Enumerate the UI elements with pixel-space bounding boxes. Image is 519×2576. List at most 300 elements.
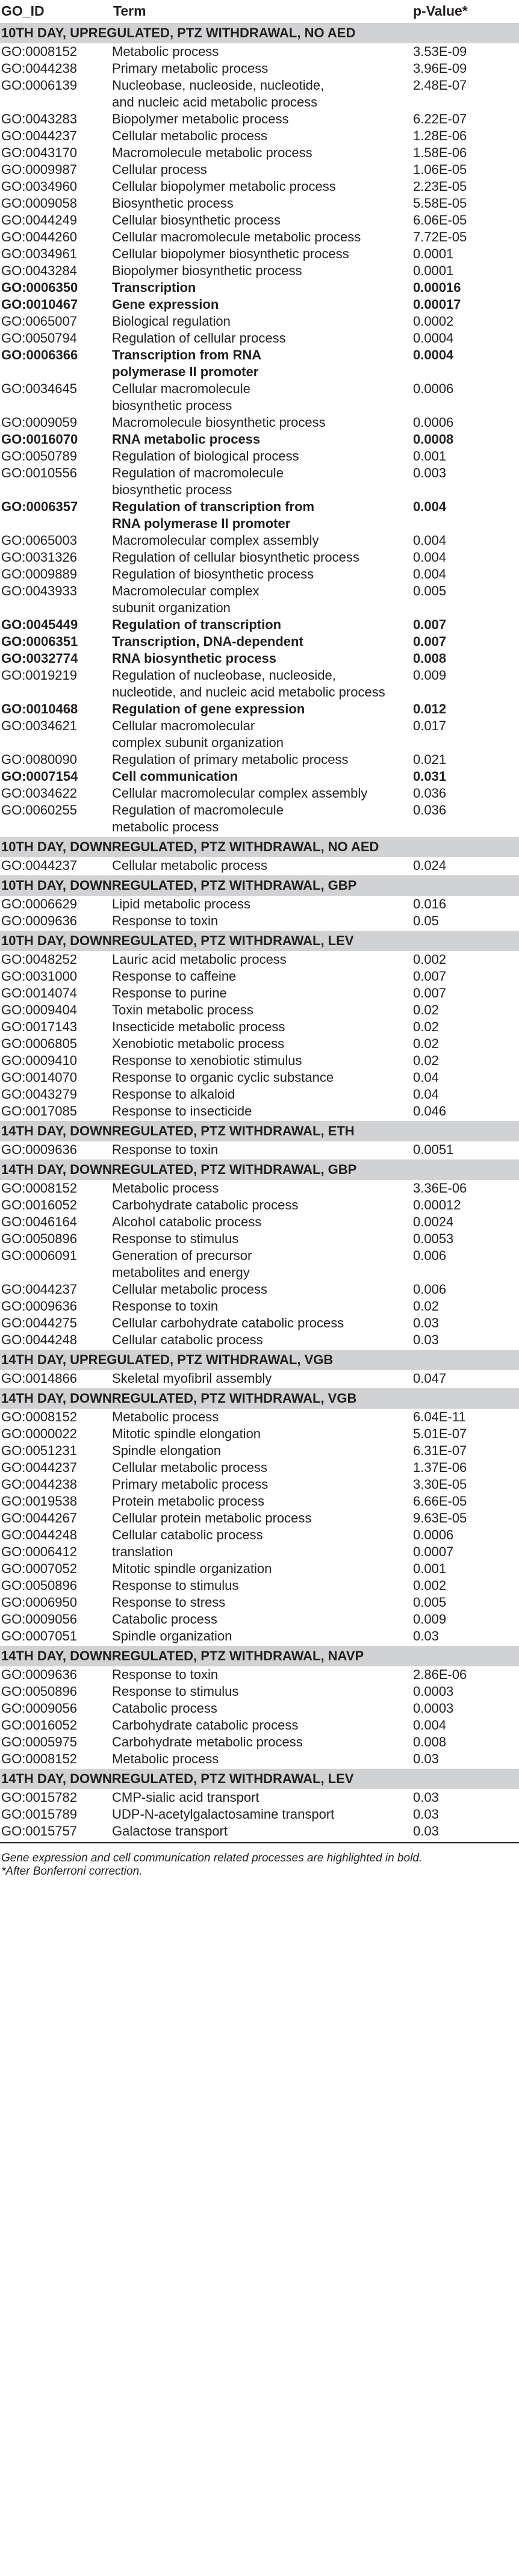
term-line: UDP-N-acetylgalactosamine transport [112, 1807, 335, 1822]
term-line: Lipid metabolic process [112, 896, 250, 911]
go-id-cell: GO:0019538 [1, 1494, 77, 1509]
p-value-cell: 0.004 [413, 533, 447, 548]
term-line: Cellular process [112, 162, 207, 177]
term-line: Cellular metabolic process [112, 1460, 267, 1475]
go-id-cell: GO:0050794 [1, 331, 77, 346]
term-cell [112, 1281, 407, 1298]
term-line: Metabolic process [112, 1409, 219, 1424]
go-id-cell: GO:0017085 [1, 1103, 77, 1119]
p-value-cell: 9.63E-05 [413, 1510, 467, 1525]
term-cell [112, 1577, 407, 1594]
term-cell [112, 229, 407, 246]
term-cell [112, 566, 407, 583]
go-id-cell: GO:0050789 [1, 448, 77, 464]
term-line: Cellular catabolic process [112, 1332, 263, 1347]
go-id-cell: GO:0016052 [1, 1718, 77, 1733]
term-cell [112, 1666, 407, 1683]
go-id-cell: GO:0007154 [1, 769, 78, 784]
term-cell [112, 465, 407, 498]
go-id-cell: GO:0005975 [1, 1734, 77, 1749]
p-value-cell: 1.58E-06 [413, 145, 467, 160]
p-value-cell: 6.06E-05 [413, 213, 467, 228]
group-title: 14TH DAY, DOWNREGULATED, PTZ WITHDRAWAL, NAVP [0, 1645, 519, 1666]
p-value-cell: 0.0001 [413, 246, 454, 261]
group-header-row [0, 1645, 519, 1666]
term-line: translation [112, 1544, 173, 1559]
term-cell [112, 802, 407, 836]
term-cell [112, 1806, 407, 1823]
term-cell [112, 1789, 407, 1806]
table-row [0, 549, 519, 566]
term-line: Response to stress [112, 1595, 226, 1610]
term-line: Response to toxin [112, 1299, 219, 1314]
go-id-cell: GO:0043170 [1, 145, 77, 160]
term-line: Response to purine [112, 985, 227, 1001]
p-value-cell: 0.03 [413, 1332, 439, 1347]
p-value-cell: 0.0051 [413, 1142, 454, 1157]
p-value-cell: 0.006 [413, 1282, 447, 1297]
p-value-cell: 0.03 [413, 1628, 439, 1643]
go-id-cell: GO:0009636 [1, 1667, 77, 1682]
table-row [0, 465, 519, 498]
term-cell [112, 768, 407, 785]
go-id-cell: GO:0009889 [1, 566, 77, 582]
term-line: RNA biosynthetic process [112, 651, 277, 666]
term-cell [112, 1527, 407, 1544]
column-header-term: Term [113, 2, 146, 19]
go-id-cell: GO:0043283 [1, 111, 77, 126]
table-row [0, 448, 519, 465]
term-cell [112, 111, 407, 128]
table-row [0, 1315, 519, 1332]
term-line: Biological regulation [112, 314, 231, 329]
term-line: Biosynthetic process [112, 196, 234, 211]
term-cell [112, 583, 407, 616]
p-value-cell: 0.016 [413, 896, 447, 911]
go-id-cell: GO:0008152 [1, 1409, 77, 1424]
term-line: Regulation of macromolecule [112, 802, 284, 818]
table-row [0, 633, 519, 650]
p-value-cell: 0.004 [413, 1718, 447, 1733]
term-line: Cell communication [112, 769, 238, 784]
group-header-row [0, 1388, 519, 1409]
p-value-cell: 3.53E-09 [413, 44, 467, 59]
term-line: Transcription from RNA [112, 347, 262, 362]
term-cell [112, 498, 407, 532]
table-row [0, 1231, 519, 1247]
term-line: Cellular protein metabolic process [112, 1510, 312, 1525]
table-row [0, 1298, 519, 1315]
table-row [0, 1510, 519, 1527]
p-value-cell: 0.005 [413, 1595, 447, 1610]
term-cell [112, 380, 407, 414]
group-title: 10TH DAY, DOWNREGULATED, PTZ WITHDRAWAL, GBP [0, 875, 519, 896]
table-row [0, 701, 519, 718]
term-line: Response to organic cyclic substance [112, 1070, 334, 1085]
p-value-cell: 0.003 [413, 465, 447, 480]
term-cell [112, 1700, 407, 1717]
term-line: Galactose transport [112, 1823, 228, 1839]
term-cell [112, 330, 407, 347]
term-cell [112, 896, 407, 913]
term-line: Regulation of primary metabolic process [112, 752, 349, 767]
go-id-cell: GO:0034961 [1, 246, 77, 261]
term-cell [112, 262, 407, 279]
p-value-cell: 0.002 [413, 952, 447, 967]
table-row [0, 802, 519, 836]
term-line: Regulation of transcription from [112, 499, 315, 514]
term-cell [112, 43, 407, 60]
p-value-cell: 0.0003 [413, 1701, 454, 1716]
table-row [0, 913, 519, 930]
term-cell [112, 1823, 407, 1840]
table-row [0, 1035, 519, 1052]
table-row [0, 1823, 519, 1840]
table-row [0, 1560, 519, 1577]
table-row [0, 1459, 519, 1476]
table-row [0, 985, 519, 1002]
term-line: Mitotic spindle organization [112, 1561, 272, 1576]
go-id-cell: GO:0006351 [1, 634, 78, 649]
p-value-cell: 7.72E-05 [413, 229, 467, 244]
go-id-cell: GO:0044248 [1, 1527, 77, 1542]
term-cell [112, 1298, 407, 1315]
table-row [0, 1426, 519, 1442]
term-line: Regulation of biosynthetic process [112, 566, 314, 582]
term-cell [112, 1103, 407, 1120]
go-id-cell: GO:0051231 [1, 1443, 77, 1458]
term-cell [112, 414, 407, 431]
p-value-cell: 0.007 [413, 617, 447, 632]
group-header-row [0, 875, 519, 896]
term-cell [112, 144, 407, 161]
table-row [0, 1141, 519, 1159]
go-id-cell: GO:0050896 [1, 1578, 77, 1593]
term-cell [112, 1683, 407, 1700]
term-cell [112, 667, 407, 701]
term-line: subunit organization [112, 600, 231, 615]
go-id-cell: GO:0008152 [1, 44, 77, 59]
table-row [0, 279, 519, 296]
term-line: metabolites and energy [112, 1265, 250, 1280]
go-id-cell: GO:0065007 [1, 314, 77, 329]
go-id-cell: GO:0006412 [1, 1544, 77, 1559]
term-line: Biopolymer metabolic process [112, 111, 289, 126]
group-header-row [0, 836, 519, 857]
p-value-cell: 1.06E-05 [413, 162, 467, 177]
term-cell [112, 1141, 407, 1159]
p-value-cell: 0.03 [413, 1315, 439, 1330]
table-row [0, 785, 519, 802]
table-row [0, 1751, 519, 1768]
term-cell [112, 1247, 407, 1281]
term-cell [112, 313, 407, 330]
term-cell [112, 701, 407, 718]
table-row [0, 1019, 519, 1035]
term-cell [112, 431, 407, 448]
go-id-cell: GO:0044238 [1, 61, 77, 76]
table-row [0, 1594, 519, 1611]
p-value-cell: 0.03 [413, 1751, 439, 1766]
term-line: Metabolic process [112, 1181, 219, 1196]
go-id-cell: GO:0009059 [1, 415, 77, 430]
table-row [0, 111, 519, 128]
term-cell [112, 1611, 407, 1628]
group-title: 14TH DAY, DOWNREGULATED, PTZ WITHDRAWAL, GBP [0, 1159, 519, 1180]
term-line: Cellular biopolymer biosynthetic process [112, 246, 349, 261]
term-line: Cellular catabolic process [112, 1527, 263, 1542]
table-row [0, 1214, 519, 1231]
p-value-cell: 3.36E-06 [413, 1181, 467, 1196]
table-row [0, 1611, 519, 1628]
go-id-cell: GO:0006950 [1, 1595, 77, 1610]
p-value-cell: 5.01E-07 [413, 1426, 467, 1441]
term-line: Macromolecular complex [112, 583, 260, 598]
group-title: 10TH DAY, UPREGULATED, PTZ WITHDRAWAL, NO AED [0, 22, 519, 43]
term-line: Transcription [112, 280, 196, 295]
table-row [0, 1717, 519, 1734]
table-row [0, 262, 519, 279]
go-id-cell: GO:0044260 [1, 229, 77, 244]
term-line: Regulation of cellular biosynthetic process [112, 550, 359, 565]
term-cell [112, 650, 407, 667]
p-value-cell: 0.021 [413, 752, 447, 767]
term-cell [112, 985, 407, 1002]
go-id-cell: GO:0031000 [1, 969, 77, 984]
go-id-cell: GO:0014866 [1, 1371, 77, 1386]
term-cell [112, 1409, 407, 1426]
term-line: Response to stimulus [112, 1231, 239, 1246]
go-id-cell: GO:0046164 [1, 1214, 77, 1229]
table-row [0, 1577, 519, 1594]
table-row [0, 718, 519, 751]
term-line: Cellular metabolic process [112, 128, 267, 143]
term-line: Spindle organization [112, 1628, 232, 1643]
table-row [0, 857, 519, 875]
term-line: Cellular macromolecular [112, 718, 255, 733]
term-line: Cellular metabolic process [112, 1282, 267, 1297]
go-id-cell: GO:0044237 [1, 128, 77, 143]
term-cell [112, 1035, 407, 1052]
term-cell [112, 1493, 407, 1510]
p-value-cell: 1.28E-06 [413, 128, 467, 143]
p-value-cell: 0.006 [413, 1248, 447, 1263]
go-id-cell: GO:0006350 [1, 280, 78, 295]
go-id-cell: GO:0034960 [1, 179, 77, 194]
term-line: Cellular macromolecule metabolic process [112, 229, 361, 244]
go-id-cell: GO:0014070 [1, 1070, 77, 1085]
p-value-cell: 0.004 [413, 550, 447, 565]
term-cell [112, 1197, 407, 1214]
group-header-row [0, 1120, 519, 1141]
term-line: Response to alkaloid [112, 1087, 235, 1102]
go-id-cell: GO:0006091 [1, 1248, 77, 1263]
term-cell [112, 1751, 407, 1768]
p-value-cell: 0.001 [413, 448, 447, 464]
table-row [0, 1806, 519, 1823]
table-footnotes [0, 1843, 519, 1878]
table-row [0, 229, 519, 246]
p-value-cell: 2.86E-06 [413, 1667, 467, 1682]
table-row [0, 1628, 519, 1645]
go-id-cell: GO:0032774 [1, 651, 78, 666]
go-id-cell: GO:0044237 [1, 1282, 77, 1297]
go-id-cell: GO:0080090 [1, 752, 77, 767]
table-row [0, 1247, 519, 1281]
group-title: 10TH DAY, DOWNREGULATED, PTZ WITHDRAWAL, LEV [0, 930, 519, 951]
go-id-cell: GO:0044238 [1, 1477, 77, 1492]
term-cell [112, 1734, 407, 1751]
table-row [0, 330, 519, 347]
go-id-cell: GO:0044267 [1, 1510, 77, 1525]
term-cell [112, 751, 407, 768]
table-row [0, 1002, 519, 1019]
term-cell [112, 128, 407, 144]
group-header-row [0, 1349, 519, 1370]
term-cell [112, 1476, 407, 1493]
p-value-cell: 0.0001 [413, 263, 454, 278]
table-row [0, 650, 519, 667]
go-id-cell: GO:0009404 [1, 1002, 77, 1017]
table-row [0, 296, 519, 313]
p-value-cell: 0.004 [413, 499, 447, 514]
group-title: 14TH DAY, DOWNREGULATED, PTZ WITHDRAWAL, LEV [0, 1768, 519, 1789]
table-row [0, 1370, 519, 1388]
table-body [0, 22, 519, 1843]
table-row [0, 583, 519, 616]
term-line: Macromolecule metabolic process [112, 145, 312, 160]
table-header-row [0, 0, 519, 22]
go-id-cell: GO:0008152 [1, 1751, 77, 1766]
p-value-cell: 0.00017 [413, 297, 461, 312]
go-id-cell: GO:0019219 [1, 668, 77, 683]
p-value-cell: 3.30E-05 [413, 1477, 467, 1492]
go-id-cell: GO:0045449 [1, 617, 78, 632]
term-line: Response to stimulus [112, 1684, 239, 1699]
term-line: Response to stimulus [112, 1578, 239, 1593]
go-id-cell: GO:0009987 [1, 162, 77, 177]
group-title: 14TH DAY, DOWNREGULATED, PTZ WITHDRAWAL, VGB [0, 1388, 519, 1409]
p-value-cell: 0.03 [413, 1823, 439, 1839]
go-id-cell: GO:0050896 [1, 1231, 77, 1246]
p-value-cell: 0.024 [413, 858, 447, 873]
go-id-cell: GO:0009056 [1, 1612, 77, 1627]
term-cell [112, 212, 407, 229]
go-id-cell: GO:0009636 [1, 913, 77, 928]
term-cell [112, 968, 407, 985]
p-value-cell: 0.0007 [413, 1544, 454, 1559]
term-line: Response to toxin [112, 913, 219, 928]
term-cell [112, 633, 407, 650]
go-id-cell: GO:0009056 [1, 1701, 77, 1716]
p-value-cell: 0.007 [413, 969, 447, 984]
table-row [0, 178, 519, 195]
term-line: Cellular macromolecule [112, 381, 250, 396]
p-value-cell: 0.0053 [413, 1231, 454, 1246]
table-row [0, 431, 519, 448]
term-cell [112, 532, 407, 549]
term-line: Response to toxin [112, 1667, 219, 1682]
term-cell [112, 913, 407, 930]
term-cell [112, 951, 407, 968]
go-id-cell: GO:0006139 [1, 78, 77, 93]
term-cell [112, 296, 407, 313]
table-row [0, 1180, 519, 1197]
p-value-cell: 0.0004 [413, 331, 454, 346]
p-value-cell: 0.007 [413, 634, 447, 649]
go-id-cell: GO:0044237 [1, 1460, 77, 1475]
term-line: Carbohydrate metabolic process [112, 1734, 303, 1749]
term-line: polymerase II promoter [112, 364, 259, 379]
table-row [0, 414, 519, 431]
table-row [0, 1409, 519, 1426]
table-row [0, 1197, 519, 1214]
table-row [0, 1476, 519, 1493]
term-line: Generation of precursor [112, 1248, 252, 1263]
p-value-cell: 0.008 [413, 1734, 447, 1749]
term-line: Gene expression [112, 297, 219, 312]
term-cell [112, 616, 407, 633]
table-bottom-rule [0, 1840, 519, 1843]
go-id-cell: GO:0044237 [1, 858, 77, 873]
p-value-cell: 0.004 [413, 566, 447, 582]
term-line: Cellular biopolymer metabolic process [112, 179, 336, 194]
go-id-cell: GO:0043279 [1, 1087, 77, 1102]
column-header-p-value: p-Value* [413, 2, 468, 19]
go-id-cell: GO:0014074 [1, 985, 77, 1001]
table-row [0, 1281, 519, 1298]
p-value-cell: 0.0002 [413, 314, 454, 329]
table-row [0, 532, 519, 549]
p-value-cell: 0.0008 [413, 432, 454, 447]
term-line: Catabolic process [112, 1701, 217, 1716]
table-row [0, 144, 519, 161]
table-row [0, 246, 519, 262]
term-line: Toxin metabolic process [112, 1002, 253, 1017]
p-value-cell: 5.58E-05 [413, 196, 467, 211]
go-id-cell: GO:0006357 [1, 499, 78, 514]
term-line: Regulation of cellular process [112, 331, 286, 346]
p-value-cell: 0.00016 [413, 280, 461, 295]
term-cell [112, 1086, 407, 1103]
group-header-row [0, 1159, 519, 1180]
term-cell [112, 857, 407, 875]
p-value-cell: 1.37E-06 [413, 1460, 467, 1475]
term-cell [112, 77, 407, 111]
table-row [0, 1683, 519, 1700]
term-cell [112, 60, 407, 77]
table-row [0, 1052, 519, 1069]
term-line: Macromolecular complex assembly [112, 533, 319, 548]
term-line: nucleotide, and nucleic acid metabolic process [112, 684, 385, 700]
go-id-cell: GO:0065003 [1, 533, 77, 548]
term-line: Primary metabolic process [112, 61, 269, 76]
term-line: Metabolic process [112, 44, 219, 59]
go-id-cell: GO:0043933 [1, 583, 77, 598]
p-value-cell: 0.0003 [413, 1684, 454, 1699]
term-cell [112, 1180, 407, 1197]
go-id-cell: GO:0034621 [1, 718, 77, 733]
term-cell [112, 1459, 407, 1476]
go-id-cell: GO:0016052 [1, 1197, 77, 1212]
p-value-cell: 6.66E-05 [413, 1494, 467, 1509]
go-id-cell: GO:0016070 [1, 432, 78, 447]
term-cell [112, 448, 407, 465]
term-line: Regulation of biological process [112, 448, 299, 464]
group-title: 14TH DAY, DOWNREGULATED, PTZ WITHDRAWAL, ETH [0, 1120, 519, 1141]
go-id-cell: GO:0044249 [1, 213, 77, 228]
table-row [0, 1544, 519, 1560]
